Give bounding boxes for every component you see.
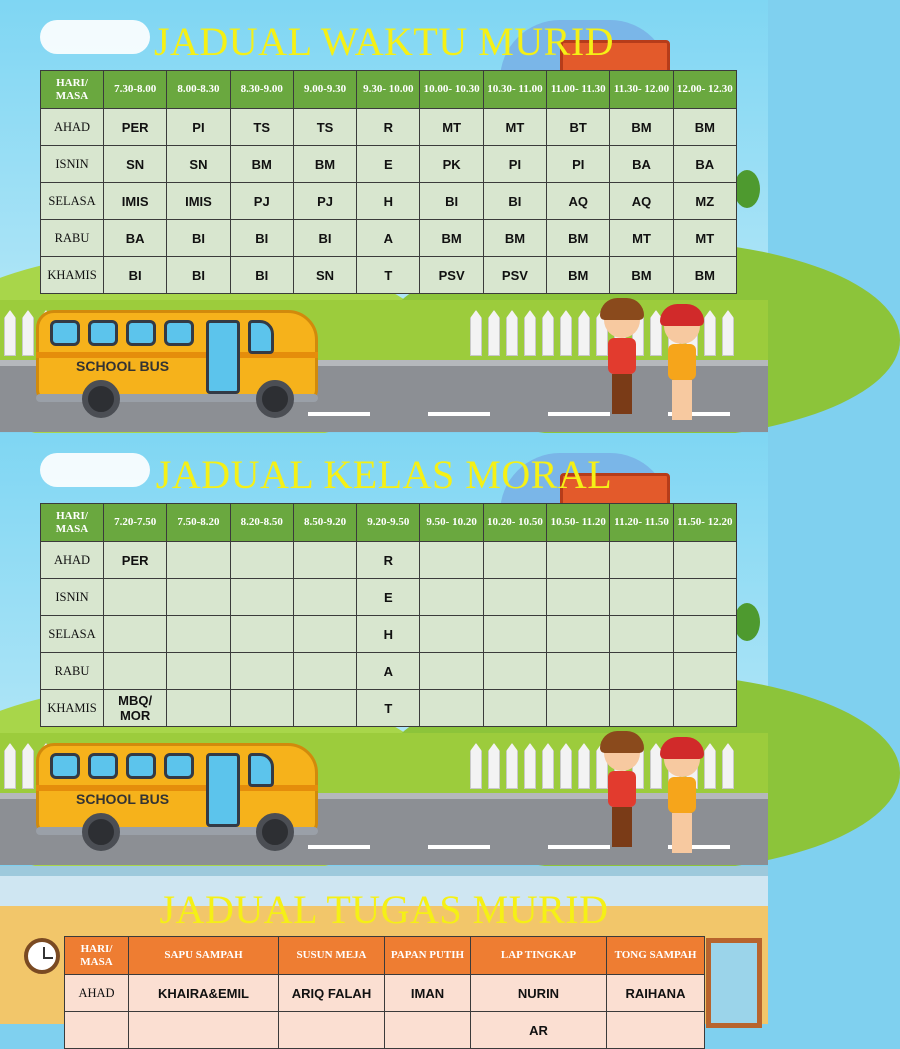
column-header: 7.20-7.50 (104, 504, 167, 542)
table-cell: H (357, 616, 420, 653)
table-cell (420, 653, 483, 690)
school-bus-illustration (36, 743, 318, 851)
table-cell (483, 616, 546, 653)
table-cell: TS (230, 109, 293, 146)
table-cell: SN (104, 146, 167, 183)
table-cell: BM (547, 220, 610, 257)
tree-shape (734, 603, 760, 641)
table-cell: ARIQ FALAH (279, 975, 385, 1012)
column-header: 8.20-8.50 (230, 504, 293, 542)
table-cell: BI (230, 257, 293, 294)
duties-table (64, 936, 705, 1049)
column-header: 11.00- 11.30 (547, 71, 610, 109)
day-cell: SELASA (41, 183, 104, 220)
table-cell: BI (483, 183, 546, 220)
table-row (41, 220, 737, 257)
day-cell: KHAMIS (41, 690, 104, 727)
table-cell (483, 653, 546, 690)
column-header: 10.30- 11.00 (483, 71, 546, 109)
boy-illustration (598, 735, 646, 859)
column-header: 9.30- 10.00 (357, 71, 420, 109)
table-cell (673, 616, 736, 653)
table-cell (483, 542, 546, 579)
table-cell: PSV (483, 257, 546, 294)
column-header: 9.50- 10.20 (420, 504, 483, 542)
column-header: SUSUN MEJA (279, 937, 385, 975)
table-cell (420, 579, 483, 616)
column-header: 9.00-9.30 (293, 71, 356, 109)
table-cell (104, 653, 167, 690)
table-cell (610, 616, 673, 653)
table-cell: R (357, 542, 420, 579)
table-cell: E (357, 579, 420, 616)
table-cell: PI (547, 146, 610, 183)
table-row (65, 1012, 705, 1049)
column-header: HARI/ MASA (65, 937, 129, 975)
table-cell: IMIS (104, 183, 167, 220)
table-cell: BI (167, 257, 230, 294)
table-cell: PSV (420, 257, 483, 294)
column-header: HARI/ MASA (41, 504, 104, 542)
table-header-row (41, 504, 737, 542)
table-cell: BI (293, 220, 356, 257)
column-header: PAPAN PUTIH (385, 937, 471, 975)
column-header: 11.50- 12.20 (673, 504, 736, 542)
duties-panel (0, 866, 768, 1038)
table-cell (483, 579, 546, 616)
table-cell: BM (420, 220, 483, 257)
table-cell: T (357, 257, 420, 294)
table-cell: R (357, 109, 420, 146)
table-cell: PER (104, 542, 167, 579)
table-cell (610, 690, 673, 727)
girl-illustration (658, 741, 706, 861)
table-cell (167, 579, 230, 616)
table-cell: MBQ/ MOR (104, 690, 167, 727)
table-cell: TS (293, 109, 356, 146)
table-cell: PI (483, 146, 546, 183)
table-cell (230, 616, 293, 653)
day-cell: ISNIN (41, 579, 104, 616)
table-cell: MZ (673, 183, 736, 220)
table-cell (420, 616, 483, 653)
bus-label: SCHOOL BUS (76, 358, 170, 374)
table-cell (385, 1012, 471, 1049)
table-cell: BM (293, 146, 356, 183)
day-cell: AHAD (41, 109, 104, 146)
table-cell: AQ (547, 183, 610, 220)
column-header: 7.50-8.20 (167, 504, 230, 542)
column-header: 8.00-8.30 (167, 71, 230, 109)
schedule-title: JADUAL WAKTU MURID (153, 19, 615, 64)
column-header: 8.50-9.20 (293, 504, 356, 542)
column-header: 10.20- 10.50 (483, 504, 546, 542)
schedule-table (40, 70, 737, 294)
column-header: 11.20- 11.50 (610, 504, 673, 542)
table-cell: H (357, 183, 420, 220)
table-cell: E (357, 146, 420, 183)
table-cell: BM (547, 257, 610, 294)
table-row (41, 653, 737, 690)
table-cell: SN (293, 257, 356, 294)
table-cell (547, 690, 610, 727)
day-cell: RABU (41, 653, 104, 690)
table-cell: A (357, 653, 420, 690)
table-cell: KHAIRA&EMIL (129, 975, 279, 1012)
table-cell (279, 1012, 385, 1049)
ceiling-band (0, 866, 768, 876)
table-cell: BT (547, 109, 610, 146)
table-cell (610, 579, 673, 616)
column-header: 11.30- 12.00 (610, 71, 673, 109)
table-cell (167, 653, 230, 690)
table-cell: A (357, 220, 420, 257)
lane-mark (428, 845, 490, 849)
table-cell (104, 616, 167, 653)
table-cell: BM (230, 146, 293, 183)
table-row (41, 579, 737, 616)
table-cell: PJ (293, 183, 356, 220)
day-cell: RABU (41, 220, 104, 257)
table-header-row (41, 71, 737, 109)
clock-icon (24, 938, 60, 974)
table-row (41, 183, 737, 220)
day-cell: SELASA (41, 616, 104, 653)
table-cell: MT (420, 109, 483, 146)
table-cell (673, 690, 736, 727)
table-cell: PER (104, 109, 167, 146)
table-cell (230, 542, 293, 579)
moral-title: JADUAL KELAS MORAL (155, 452, 613, 497)
table-cell: SN (167, 146, 230, 183)
column-header: 7.30-8.00 (104, 71, 167, 109)
table-cell (610, 542, 673, 579)
table-cell: AR (471, 1012, 607, 1049)
column-header: 12.00- 12.30 (673, 71, 736, 109)
table-cell: NURIN (471, 975, 607, 1012)
table-cell (167, 542, 230, 579)
table-cell (483, 690, 546, 727)
table-cell: IMIS (167, 183, 230, 220)
day-cell: KHAMIS (41, 257, 104, 294)
table-cell: T (357, 690, 420, 727)
table-cell: BA (673, 146, 736, 183)
column-header: LAP TINGKAP (471, 937, 607, 975)
table-cell: PI (167, 109, 230, 146)
table-cell: BI (230, 220, 293, 257)
table-row (41, 542, 737, 579)
table-cell (547, 653, 610, 690)
lane-mark (428, 412, 490, 416)
table-cell: MT (483, 109, 546, 146)
duties-title: JADUAL TUGAS MURID (159, 887, 609, 932)
table-cell (167, 616, 230, 653)
window-illustration (706, 938, 762, 1028)
table-row (41, 109, 737, 146)
table-row (41, 257, 737, 294)
table-cell (673, 653, 736, 690)
table-cell: BI (167, 220, 230, 257)
column-header: SAPU SAMPAH (129, 937, 279, 975)
table-cell: BA (104, 220, 167, 257)
school-bus-illustration (36, 310, 318, 418)
bus-label: SCHOOL BUS (76, 791, 170, 807)
table-cell (607, 1012, 705, 1049)
table-cell: RAIHANA (607, 975, 705, 1012)
table-cell (293, 653, 356, 690)
day-cell: AHAD (41, 542, 104, 579)
table-cell (420, 542, 483, 579)
moral-panel (0, 433, 768, 865)
table-cell (230, 690, 293, 727)
moral-table (40, 503, 737, 727)
table-cell: AQ (610, 183, 673, 220)
table-cell (167, 690, 230, 727)
table-row (41, 690, 737, 727)
table-cell (293, 690, 356, 727)
table-cell (547, 579, 610, 616)
table-cell: PK (420, 146, 483, 183)
table-header-row (65, 937, 705, 975)
table-cell: MT (610, 220, 673, 257)
table-cell (673, 579, 736, 616)
table-cell: BI (104, 257, 167, 294)
table-row (41, 616, 737, 653)
table-cell: BM (673, 257, 736, 294)
column-header: 8.30-9.00 (230, 71, 293, 109)
table-cell: BI (420, 183, 483, 220)
table-cell (547, 542, 610, 579)
table-cell (230, 653, 293, 690)
table-cell: BM (610, 257, 673, 294)
table-cell (420, 690, 483, 727)
table-cell (293, 616, 356, 653)
table-cell (547, 616, 610, 653)
table-cell (129, 1012, 279, 1049)
column-header: TONG SAMPAH (607, 937, 705, 975)
column-header: 10.50- 11.20 (547, 504, 610, 542)
table-cell: BM (610, 109, 673, 146)
girl-illustration (658, 308, 706, 428)
column-header: 9.20-9.50 (357, 504, 420, 542)
table-row (65, 975, 705, 1012)
day-cell (65, 1012, 129, 1049)
table-cell (104, 579, 167, 616)
day-cell: AHAD (65, 975, 129, 1012)
column-header: 10.00- 10.30 (420, 71, 483, 109)
table-cell (230, 579, 293, 616)
day-cell: ISNIN (41, 146, 104, 183)
table-cell (293, 542, 356, 579)
schedule-panel (0, 0, 768, 432)
column-header: HARI/ MASA (41, 71, 104, 109)
table-cell: BA (610, 146, 673, 183)
table-row (41, 146, 737, 183)
table-cell (293, 579, 356, 616)
table-cell: IMAN (385, 975, 471, 1012)
table-cell: PJ (230, 183, 293, 220)
table-cell (673, 542, 736, 579)
table-cell: BM (483, 220, 546, 257)
tree-shape (734, 170, 760, 208)
boy-illustration (598, 302, 646, 426)
table-cell: BM (673, 109, 736, 146)
table-cell (610, 653, 673, 690)
table-cell: MT (673, 220, 736, 257)
